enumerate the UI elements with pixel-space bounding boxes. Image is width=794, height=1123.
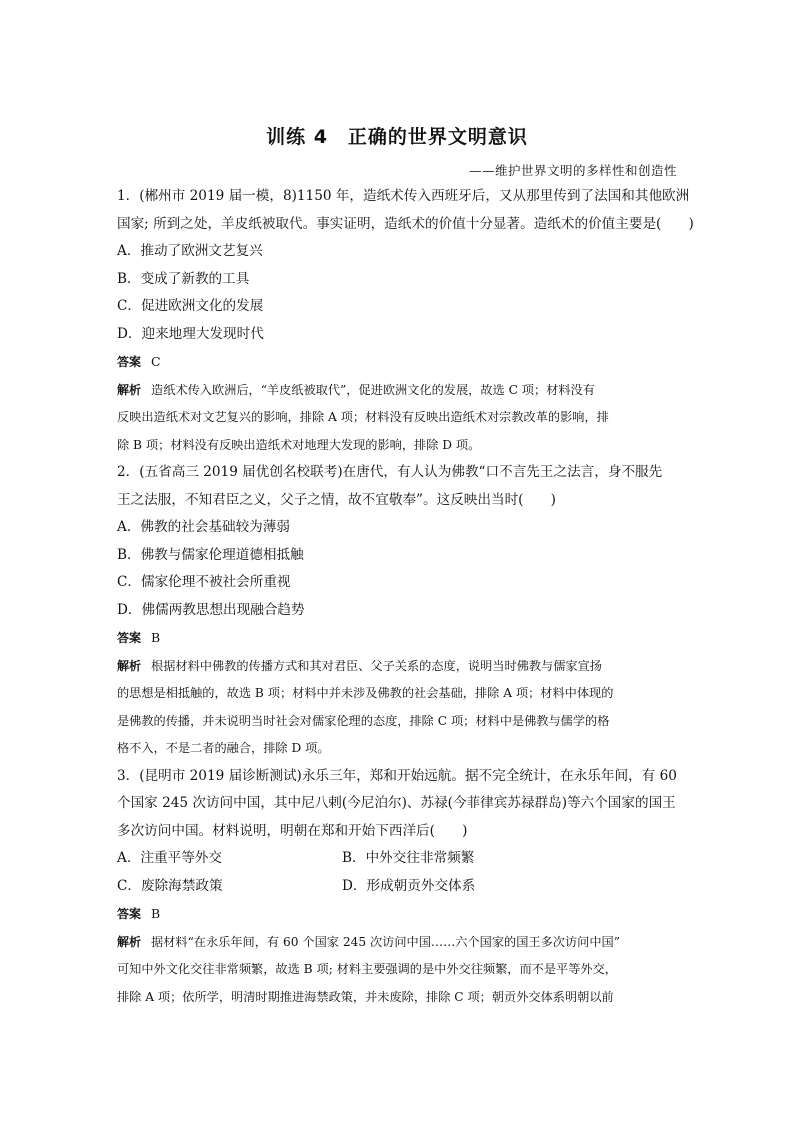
question-1-analysis-line-1: 解析 造纸术传入欧洲后，“羊皮纸被取代”，促进欧洲文化的发展，故选 C 项；材料没有 (117, 382, 595, 397)
question-3-analysis-line-3: 排除 A 项；依所学，明清时期推进海禁政策，并未废除，排除 C 项；朝贡外交体系明朝以前 (117, 989, 614, 1004)
question-2-answer (117, 624, 677, 653)
question-1-analysis-line-3: 除 B 项；材料没有反映出造纸术对地理大发现的影响，排除 D 项。 (117, 437, 481, 452)
question-1 (117, 183, 694, 459)
question-2-analysis-line-2: 的思想是相抵触的，故选 B 项；材料中并未涉及佛教的社会基础，排除 A 项；材料中体现的 (117, 686, 614, 700)
document-page (117, 120, 694, 1011)
question-1-option-a: A．推动了欧洲文艺复兴 (117, 243, 263, 259)
question-3-option-a: A．注重平等外交 (117, 850, 222, 866)
page-title: 训练 4 正确的世界文明意识 (266, 126, 528, 148)
question-3-analysis-line-2: 可知中外文化交往非常频繁，故选 B 项; 材料主要强调的是中外交往频繁，而不是平等外交， (117, 962, 617, 976)
question-3-answer-value: B (151, 906, 161, 921)
question-2-option-b: B．佛教与儒家伦理道德相抵触 (117, 546, 304, 563)
question-1-line-2: 国家; 所到之处，羊皮纸被取代。事实证明，造纸术的价值十分显著。造纸术的价值主要是( ) (117, 215, 694, 232)
question-2 (117, 459, 677, 763)
question-2-option-a: A．佛教的社会基础较为薄弱 (117, 519, 290, 535)
question-3-options-row-2 (117, 873, 677, 901)
question-1-option-d: D．迎来地理大发现时代 (117, 325, 264, 342)
question-2-option-d: D．佛儒两教思想出现融合趋势 (117, 601, 305, 618)
question-3-line-1: 3．(昆明市 2019 届诊断测试)永乐三年，郑和开始远航。据不完全统计，在永乐年间，有 60 (117, 767, 677, 784)
question-1-option-c: C．促进欧洲文化的发展 (117, 298, 264, 314)
question-2-line-1: 2．(五省高三 2019 届优创名校联考)在唐代，有人认为佛教“口不言先王之法言，身不服先 (117, 464, 663, 480)
question-2-analysis-line-1: 解析 根据材料中佛教的传播方式和其对君臣、父子关系的态度，说明当时佛教与儒家宣扬 (117, 658, 602, 673)
analysis-label: 解析 (117, 934, 142, 949)
answer-label: 答案 (117, 631, 142, 645)
question-3 (117, 763, 677, 1012)
question-3-option-b: B．中外交往非常频繁 (342, 850, 475, 866)
question-2-analysis-line-3: 是佛教的传播，并未说明当时社会对儒家伦理的态度，排除 C 项；材料中是佛教与儒学的格 (117, 713, 610, 728)
question-3-line-3: 多次访问中国。材料说明，明朝在郑和开始下西洋后( ) (117, 822, 468, 839)
analysis-label: 解析 (117, 382, 142, 397)
question-1-answer-value: C (151, 354, 161, 369)
page-subtitle: ——维护世界文明的多样性和创造性 (468, 163, 677, 178)
answer-label: 答案 (117, 907, 142, 921)
question-3-option-c: C．废除海禁政策 (117, 877, 223, 894)
answer-label: 答案 (117, 355, 142, 369)
question-1-analysis-line-2: 反映出造纸术对文艺复兴的影响，排除 A 项；材料没有反映出造纸术对宗教改革的影响，排 (117, 410, 609, 424)
question-1-line-1: 1．(郴州市 2019 届一模，8)1150 年，造纸术传入西班牙后，又从那里传到了法国和其他欧洲 (117, 188, 690, 204)
analysis-label: 解析 (117, 658, 142, 673)
question-2-line-2: 王之法服，不知君臣之义，父子之情，故不宜敬奉”。这反映出当时( ) (117, 491, 556, 508)
question-1-option-b: B．变成了新教的工具 (117, 270, 250, 287)
question-2-answer-value: B (151, 630, 161, 645)
question-2-analysis-line-4: 格不入，不是二者的融合，排除 D 项。 (117, 741, 330, 755)
question-3-analysis-line-1: 解析 据材料“在永乐年间，有 60 个国家 245 次访问中国……六个国家的国王多次访问中国” (117, 934, 620, 949)
question-3-line-2: 个国家 245 次访问中国，其中尼八剌(今尼泊尔)、苏禄(今菲律宾苏禄群岛)等六个国家的国王 (117, 795, 676, 811)
question-3-answer (117, 900, 677, 929)
question-3-options-row-1 (117, 845, 677, 873)
question-3-option-d: D．形成朝贡外交体系 (342, 877, 476, 894)
question-1-answer (117, 348, 677, 377)
question-2-option-c: C．儒家伦理不被社会所重视 (117, 574, 291, 590)
